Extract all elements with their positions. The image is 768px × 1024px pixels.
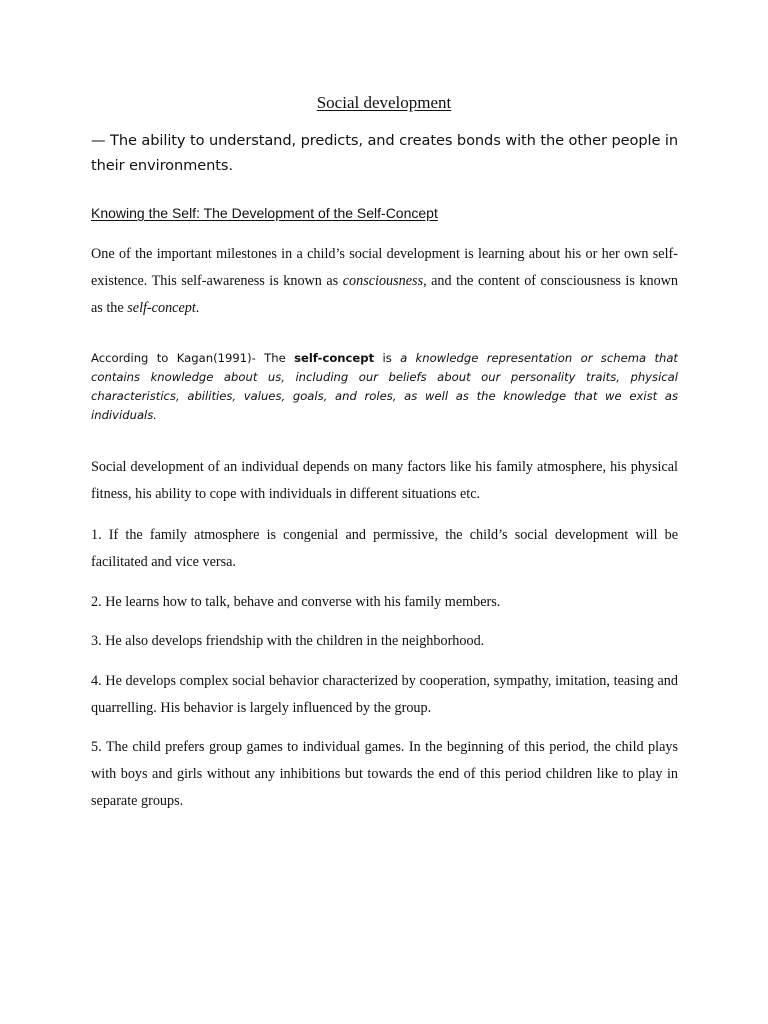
development-factors-paragraph: Social development of an individual depends on many factors like his family atmosphere, his physical fitness, his ability to cope with individuals in different situations etc. — [91, 459, 678, 502]
paragraph-text: One of the important milestones in a child’s social development is learning about his or her own self-existence. This self-awareness is known as — [91, 246, 678, 289]
quote-term: self-concept — [294, 351, 375, 365]
self-concept-term: self-concept — [127, 300, 196, 316]
paragraph-text: , and the content of consciousness is known as the — [91, 273, 678, 316]
list-item: 1. If the family atmosphere is congenial and permissive, the child’s social development will be facilitated and vice versa. — [91, 527, 678, 570]
quote-definition: a knowledge representation or schema that contains knowledge about us, including our beliefs about our personality traits, physical characteristics, abilities, values, goals, and roles, as well as the knowledge that we exist as individuals. — [91, 351, 678, 422]
lead-definition: — The ability to understand, predicts, and creates bonds with the other people in their environments. — [91, 132, 678, 174]
paragraph-text: . — [195, 300, 200, 316]
consciousness-term: consciousness — [342, 273, 424, 289]
section-heading: Knowing the Self: The Development of the Self-Concept — [91, 205, 438, 221]
self-concept-paragraph — [91, 241, 678, 322]
quote-attribution: According to Kagan(1991)- The — [91, 351, 295, 365]
list-item: 4. He develops complex social behavior characterized by cooperation, sympathy, imitation, teasing and quarrelling. His behavior is largely influenced by the group. — [91, 673, 678, 716]
list-item: 3. He also develops friendship with the children in the neighborhood. — [91, 633, 485, 649]
kagan-quote — [91, 349, 678, 425]
page-title: Social development — [316, 93, 452, 112]
list-item: 5. The child prefers group games to individual games. In the beginning of this period, the child plays with boys and girls without any inhibitions but towards the end of this period children like to play in separate groups. — [91, 739, 678, 809]
quote-verb: is — [374, 351, 401, 365]
list-item: 2. He learns how to talk, behave and converse with his family members. — [91, 594, 501, 610]
